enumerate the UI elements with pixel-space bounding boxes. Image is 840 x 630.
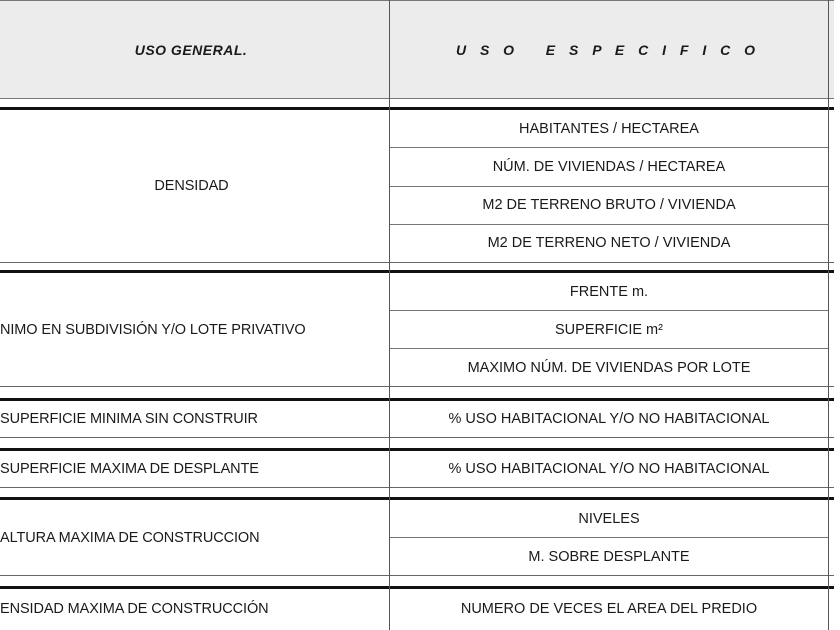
specific-row: M2 DE TERRENO NETO / VIVIENDA — [390, 224, 828, 262]
specific-row: FRENTE m. — [569, 283, 649, 300]
general-label: SUPERFICIE MINIMA SIN CONSTRUIR — [0, 411, 258, 427]
specific-row: % USO HABITACIONAL Y/O NO HABITACIONAL — [448, 461, 770, 477]
general-label: ENSIDAD MAXIMA DE CONSTRUCCIÓN — [0, 601, 269, 617]
header-uso-especifico-text: U S O E S P E C I F I C O — [455, 41, 761, 58]
specific-row: M. SOBRE DESPLANTE — [390, 537, 828, 575]
specific-row: NIVELES — [578, 510, 640, 527]
specific-row: MAXIMO NÚM. DE VIVIENDAS POR LOTE — [390, 348, 828, 386]
column-divider — [389, 0, 390, 630]
specific-list — [390, 589, 828, 630]
group-densidad-construccion — [0, 586, 834, 630]
specific-row: % USO HABITACIONAL Y/O NO HABITACIONAL — [448, 411, 770, 427]
group-superficie-desplante — [0, 448, 834, 488]
specific-list — [390, 273, 828, 386]
header-uso-especifico — [390, 1, 826, 98]
specific-row: SUPERFICIE m² — [390, 310, 828, 348]
general-label: ALTURA MAXIMA DE CONSTRUCCION — [0, 529, 260, 546]
specific-list — [390, 451, 828, 487]
specific-list — [390, 110, 828, 262]
specific-list — [390, 401, 828, 437]
right-border — [828, 0, 829, 630]
group-lote-minimo — [0, 270, 834, 387]
table-header — [0, 0, 834, 99]
group-densidad — [0, 107, 834, 263]
general-label: DENSIDAD — [154, 178, 229, 194]
group-superficie-minima — [0, 398, 834, 438]
specific-list — [390, 500, 828, 575]
header-uso-general: USO GENERAL. — [134, 41, 248, 58]
specific-row: M2 DE TERRENO BRUTO / VIVIENDA — [390, 186, 828, 224]
general-label: SUPERFICIE MAXIMA DE DESPLANTE — [0, 461, 259, 477]
general-label: NIMO EN SUBDIVISIÓN Y/O LOTE PRIVATIVO — [0, 321, 306, 338]
specific-row: NUMERO DE VECES EL AREA DEL PREDIO — [460, 601, 758, 617]
group-altura-maxima — [0, 497, 834, 576]
specific-row: NÚM. DE VIVIENDAS / HECTAREA — [390, 147, 828, 185]
specific-row: HABITANTES / HECTAREA — [519, 120, 699, 137]
